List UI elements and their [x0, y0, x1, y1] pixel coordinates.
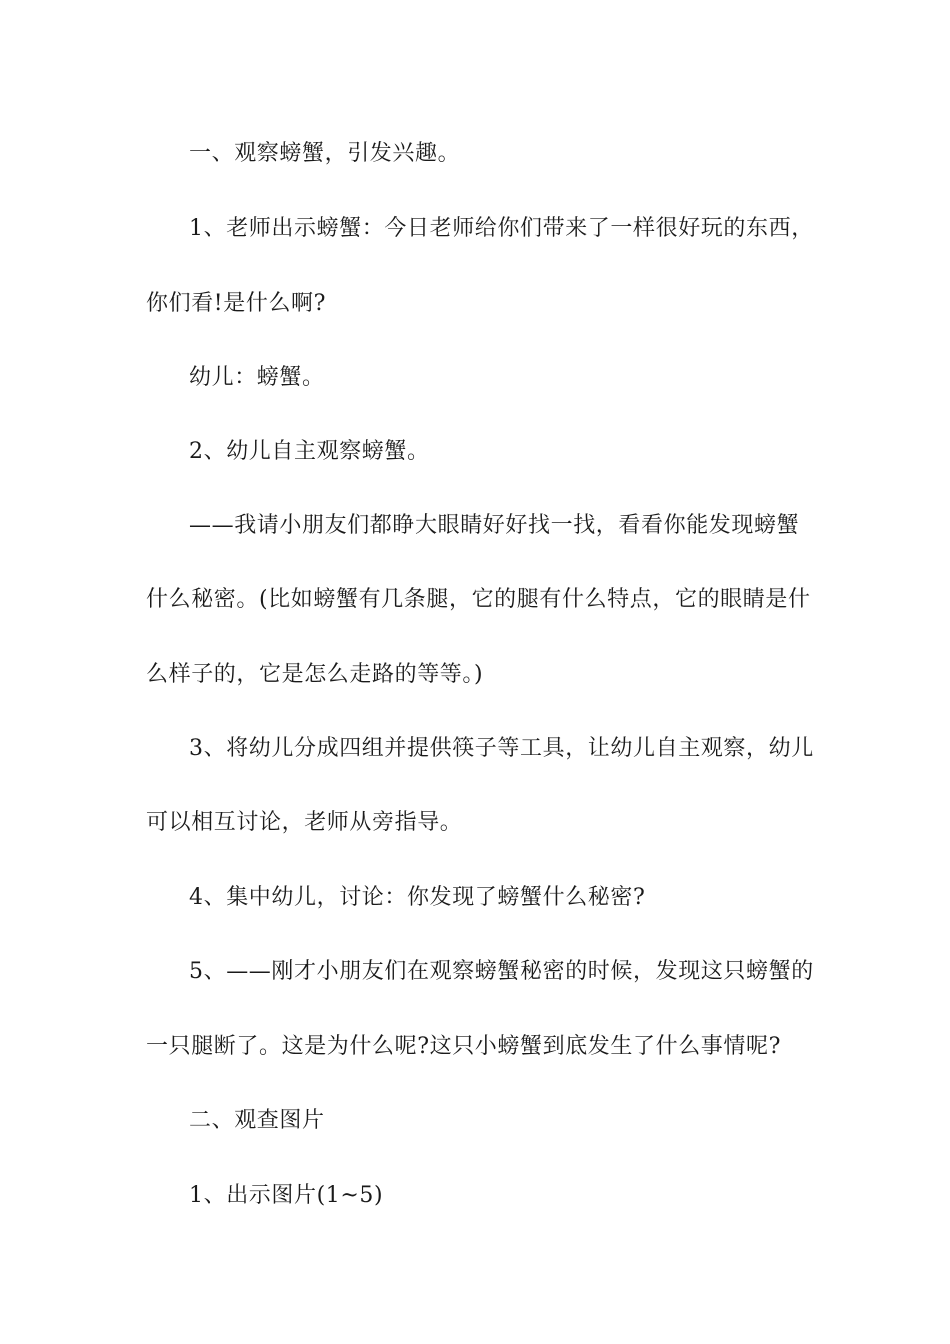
paragraph-line: 3、将幼儿分成四组并提供筷子等工具，让幼儿自主观察，幼儿: [189, 736, 814, 761]
paragraph-line: 你们看!是什么啊?: [146, 291, 327, 316]
paragraph-line: 2、幼儿自主观察螃蟹。: [189, 439, 430, 464]
paragraph-line: 什么秘密。(比如螃蟹有几条腿，它的腿有什么特点，它的眼睛是什: [146, 587, 811, 612]
paragraph-line: 4、集中幼儿，讨论：你发现了螃蟹什么秘密?: [189, 885, 646, 910]
section-heading-1: 一、观察螃蟹，引发兴趣。: [189, 141, 461, 166]
paragraph-line: 一只腿断了。这是为什么呢?这只小螃蟹到底发生了什么事情呢?: [146, 1034, 781, 1059]
paragraph-line: 1、老师出示螃蟹：今日老师给你们带来了一样很好玩的东西，: [189, 216, 814, 241]
paragraph-line: 么样子的，它是怎么走路的等等。): [146, 662, 484, 687]
paragraph-line: 可以相互讨论，老师从旁指导。: [146, 810, 463, 835]
paragraph-line: 幼儿：螃蟹。: [189, 365, 325, 390]
paragraph-line: 5、——刚才小朋友们在观察螃蟹秘密的时候，发现这只螃蟹的: [189, 959, 814, 984]
paragraph-line: ——我请小朋友们都睁大眼睛好好找一找，看看你能发现螃蟹: [189, 513, 800, 538]
section-heading-2: 二、观查图片: [189, 1108, 325, 1133]
paragraph-line: 1、出示图片(1~5): [189, 1183, 384, 1208]
